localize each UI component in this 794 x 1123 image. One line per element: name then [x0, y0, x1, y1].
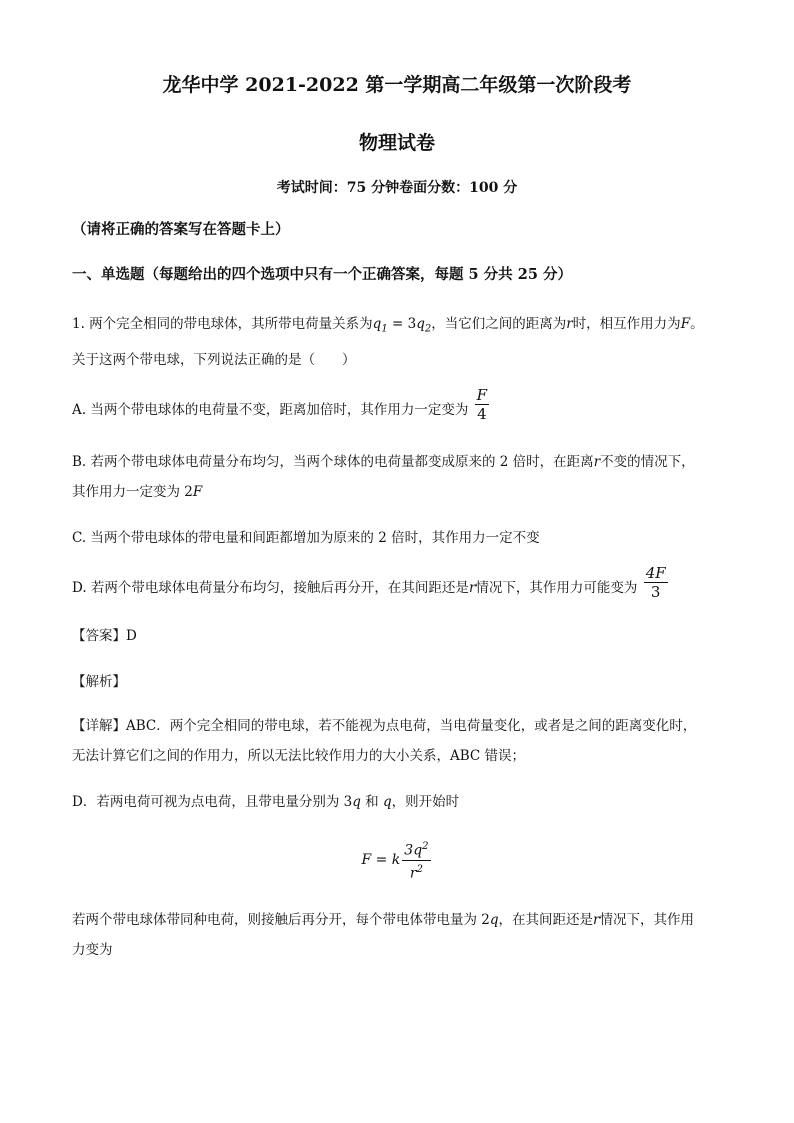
instruction-text: （请将正确的答案写在答题卡上）: [72, 221, 290, 238]
exam-title: 龙华中学 2021-2022 第一学期高二年级第一次阶段考: [162, 74, 632, 96]
coulomb-formula: F = k $\frac{3q^2}{r^2}$: [0, 838, 794, 882]
formula-q1: $q_1 = 3q_2$: [372, 316, 432, 335]
option-d-fraction: $\frac{4F}{3}$: [645, 564, 666, 601]
section-heading: 一、单选题（每题给出的四个选项中只有一个正确答案，每题 5 分共 25 分）: [72, 266, 572, 283]
option-a-fraction: $\frac{F}{4}$: [476, 386, 488, 423]
option-b-line2: 其作用力一定变为 2F: [72, 484, 203, 500]
option-c: C. 当两个带电球体的带电量和间距都增加为原来的 2 倍时，其作用力一定不变: [72, 530, 540, 546]
option-a: A. 当两个带电球体的电荷量不变，距离加倍时，其作用力一定变为 $\frac{F}{4}$: [72, 386, 488, 423]
exam-info: 考试时间：75 分钟卷面分数：100 分: [276, 180, 518, 196]
detail-line3: D．若两电荷可视为点电荷，且带电量分别为 3q 和 q，则开始时: [72, 794, 460, 810]
option-b-line1: B. 若两个带电球体电荷量分布均匀，当两个球体的电荷量都变成原来的 2 倍时，在距离r不变的情况下，: [72, 454, 695, 470]
detail-line2: 无法计算它们之间的作用力，所以无法比较作用力的大小关系，ABC 错误；: [72, 748, 526, 764]
option-d: D. 若两个带电球体电荷量分布均匀，接触后再分开，在其间距还是r情况下，其作用力可能变为 $\frac{4F}{3}$: [72, 564, 666, 601]
answer-label: 【答案】D: [72, 628, 137, 644]
detail-line5: 力变为: [72, 942, 113, 958]
analysis-label: 【解析】: [72, 674, 126, 690]
detail-line1: 【详解】ABC．两个完全相同的带电球，若不能视为点电荷，当电荷量变化，或者是之间的距离变化时，: [72, 718, 697, 734]
exam-subtitle: 物理试卷: [358, 132, 435, 154]
question-stem-line1: 1. 两个完全相同的带电球体，其所带电荷量关系为$q_1 = 3q_2$，当它们之间的距离为r时，相互作用力为F。: [72, 316, 704, 335]
formula-fraction: $\frac{3q^2}{r^2}$: [402, 838, 430, 882]
question-stem-line2: 关于这两个带电球，下列说法正确的是（ ）: [72, 352, 356, 368]
detail-line4: 若两个带电球体带同种电荷，则接触后再分开，每个带电体带电量为 2q，在其间距还是r情况下，其作用: [72, 912, 695, 928]
